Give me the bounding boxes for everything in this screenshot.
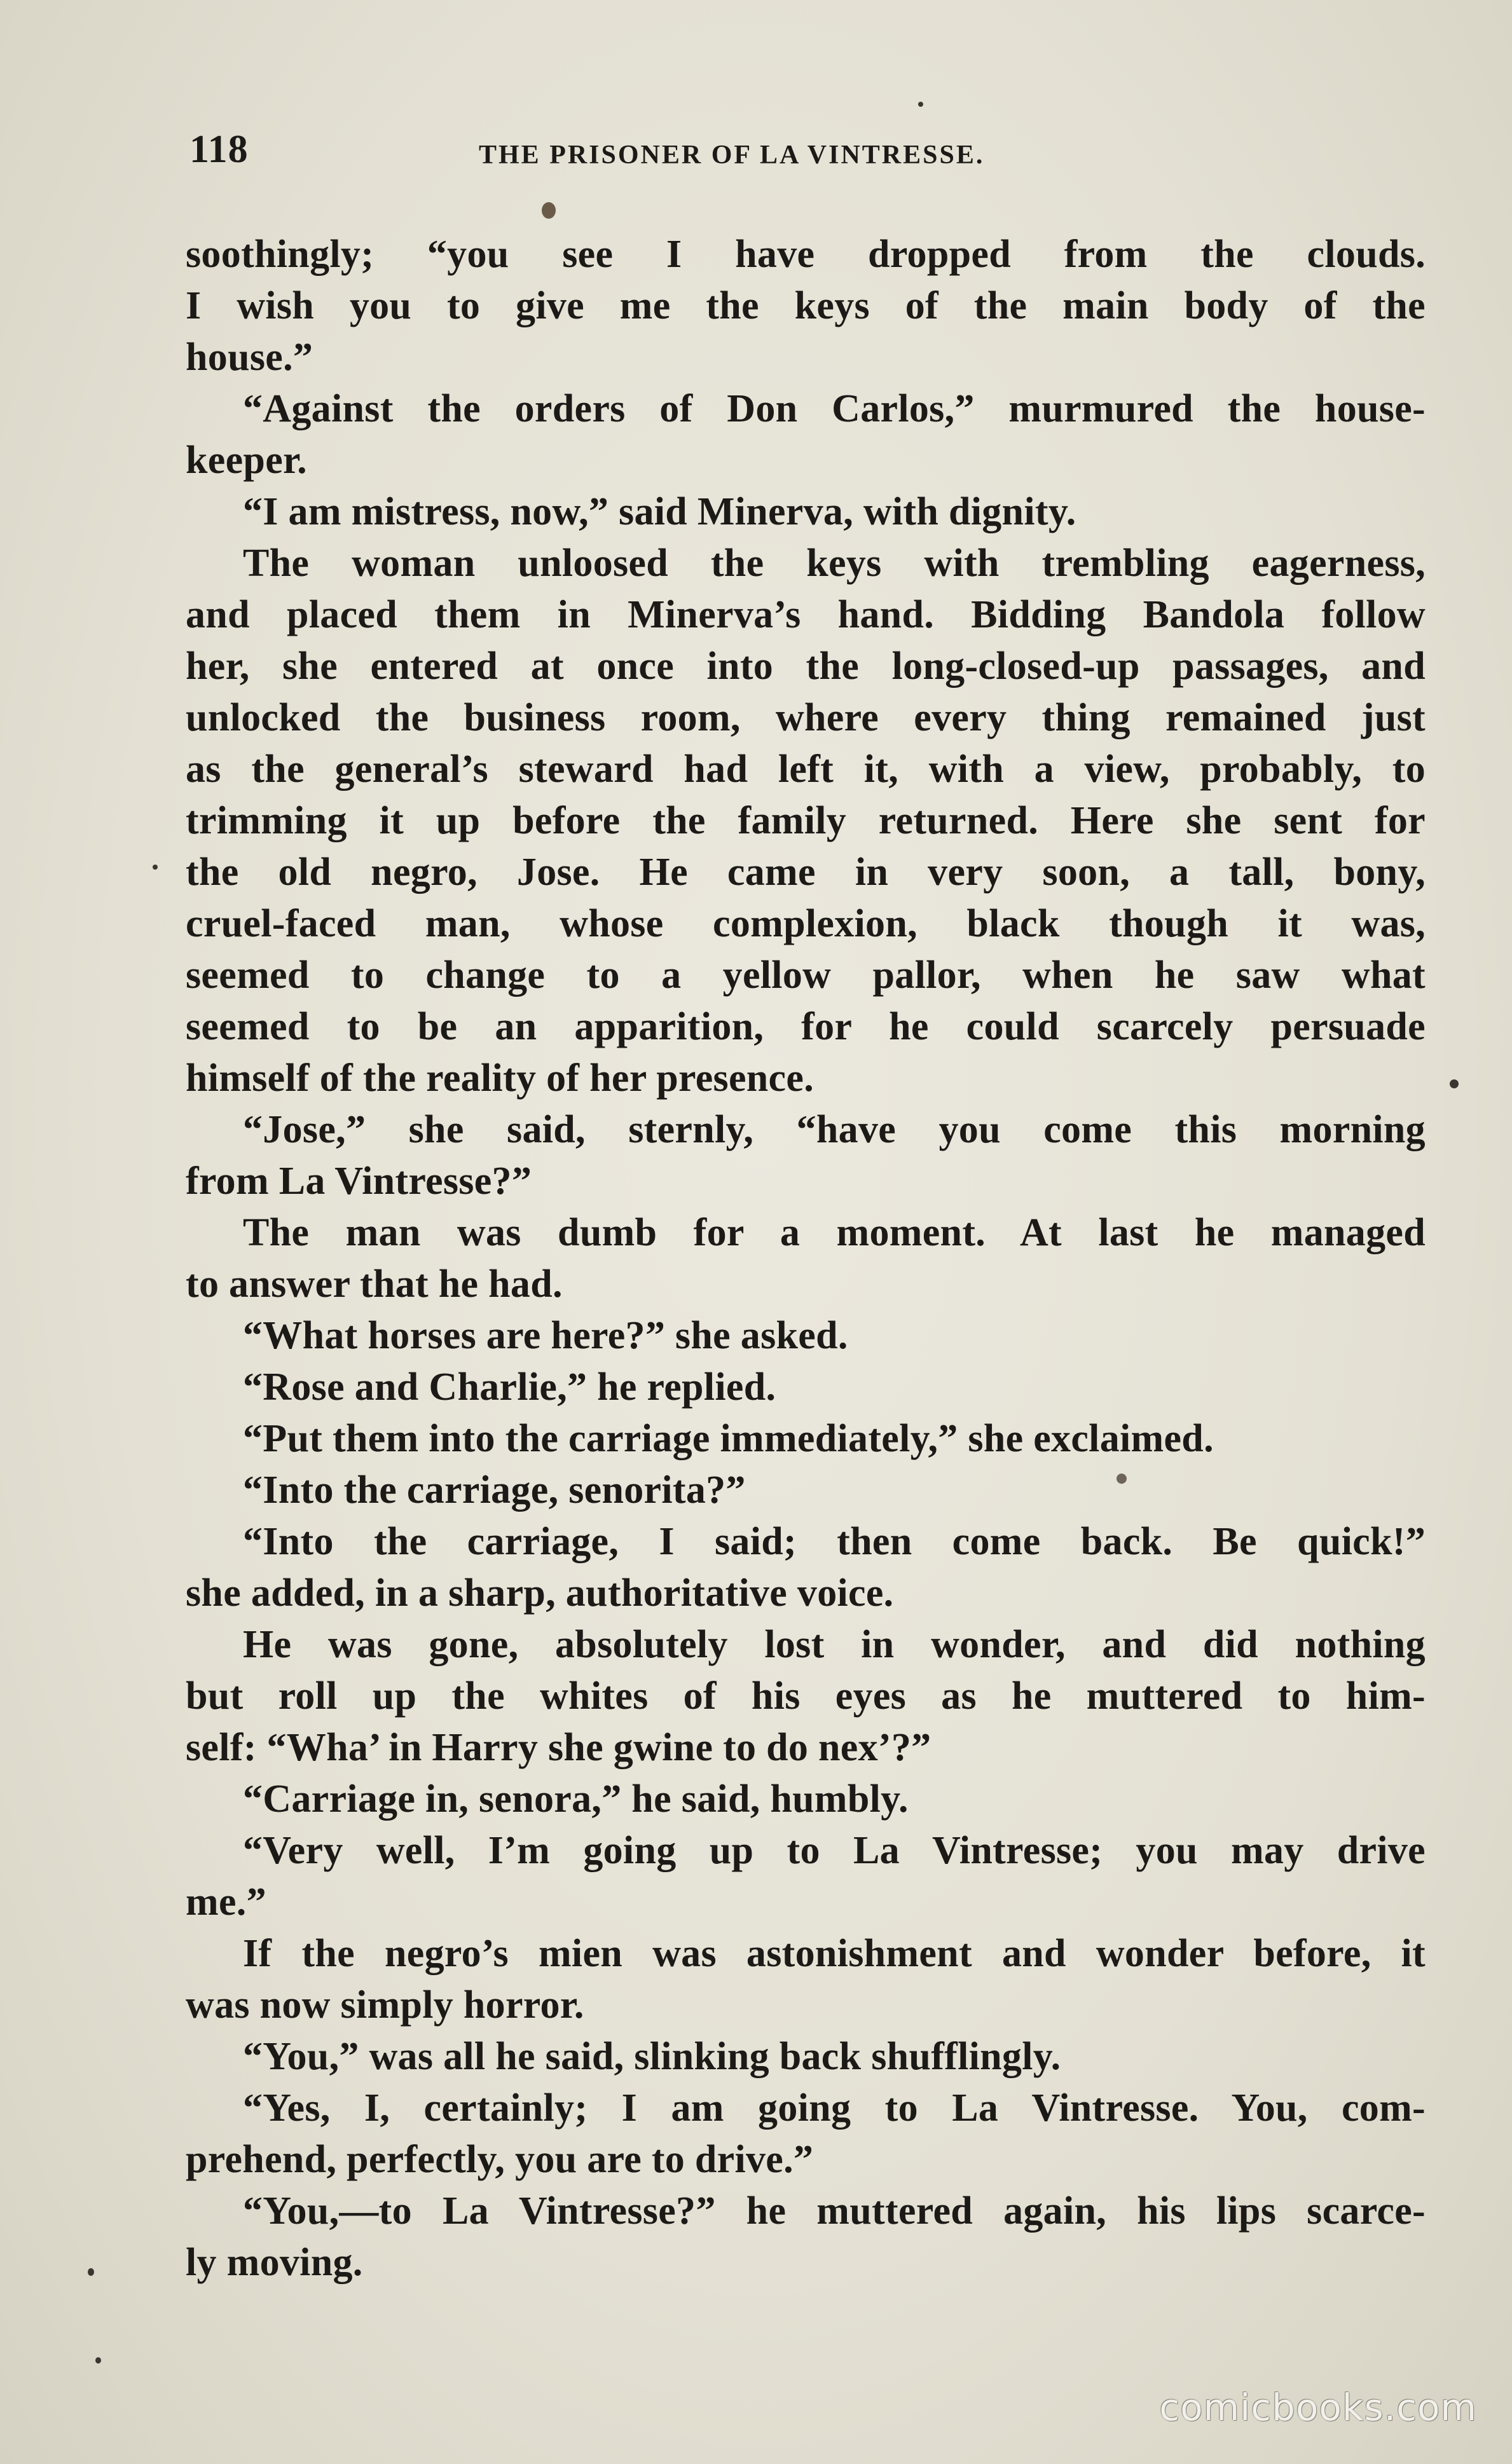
text-line: unlocked the business room, where every thing remained just bbox=[186, 696, 1426, 739]
text-line: “Jose,” she said, sternly, “have you come this morning bbox=[243, 1108, 1426, 1151]
page-number: 118 bbox=[189, 128, 249, 171]
text-line: He was gone, absolutely lost in wonder, and did nothing bbox=[243, 1623, 1426, 1666]
text-line: she added, in a sharp, authoritative voice. bbox=[186, 1571, 894, 1615]
text-line: house.” bbox=[186, 336, 313, 379]
text-line: “Rose and Charlie,” he replied. bbox=[243, 1365, 776, 1409]
text-line: keeper. bbox=[186, 439, 307, 482]
text-line: “Very well, I’m going up to La Vintresse; you may drive bbox=[243, 1829, 1426, 1872]
text-line: ly moving. bbox=[186, 2241, 363, 2284]
text-line: “What horses are here?” she asked. bbox=[243, 1314, 848, 1357]
running-title: THE PRISONER OF LA VINTRESSE. bbox=[479, 140, 985, 170]
watermark: comicbooks.com bbox=[1159, 2386, 1477, 2429]
text-line: cruel-faced man, whose complexion, black though it was, bbox=[186, 902, 1426, 945]
text-line: “Into the carriage, senorita?” bbox=[243, 1468, 746, 1512]
text-line: himself of the reality of her presence. bbox=[186, 1057, 814, 1100]
text-line: self: “Wha’ in Harry she gwine to do nex’?” bbox=[186, 1726, 931, 1769]
text-line: to answer that he had. bbox=[186, 1263, 563, 1306]
print-speck bbox=[95, 2357, 101, 2364]
text-line: prehend, perfectly, you are to drive.” bbox=[186, 2138, 814, 2181]
text-line: “You,” was all he said, slinking back shufflingly. bbox=[243, 2035, 1061, 2078]
text-line: If the negro’s mien was astonishment and wonder before, it bbox=[243, 1932, 1426, 1975]
text-line: “I am mistress, now,” said Minerva, with dignity. bbox=[243, 490, 1076, 533]
text-line: I wish you to give me the keys of the main body of the bbox=[186, 284, 1426, 327]
text-line: seemed to be an apparition, for he could scarcely persuade bbox=[186, 1005, 1426, 1048]
text-line: but roll up the whites of his eyes as he muttered to him- bbox=[186, 1674, 1426, 1718]
text-line: her, she entered at once into the long-closed-up passages, and bbox=[186, 645, 1426, 688]
print-speck bbox=[88, 2268, 94, 2276]
text-line: soothingly; “you see I have dropped from the clouds. bbox=[186, 233, 1426, 276]
text-line: the old negro, Jose. He came in very soon, a tall, bony, bbox=[186, 851, 1426, 894]
text-line: and placed them in Minerva’s hand. Bidding Bandola follow bbox=[186, 593, 1426, 636]
text-line: The man was dumb for a moment. At last he managed bbox=[243, 1211, 1426, 1254]
text-line: as the general’s steward had left it, with a view, probably, to bbox=[186, 748, 1426, 791]
text-line: The woman unloosed the keys with trembling eagerness, bbox=[243, 542, 1426, 585]
text-line: trimming it up before the family returned. Here she sent for bbox=[186, 799, 1426, 842]
text-line: seemed to change to a yellow pallor, when he saw what bbox=[186, 954, 1426, 997]
print-speck bbox=[542, 202, 556, 219]
text-line: “Put them into the carriage immediately,” she exclaimed. bbox=[243, 1417, 1214, 1460]
text-line: was now simply horror. bbox=[186, 1983, 584, 2027]
text-line: “Carriage in, senora,” he said, humbly. bbox=[243, 1777, 909, 1821]
text-line: “You,—to La Vintresse?” he muttered again, his lips scarce- bbox=[243, 2189, 1426, 2233]
text-line: from La Vintresse?” bbox=[186, 1160, 532, 1203]
print-speck bbox=[153, 865, 158, 870]
print-speck bbox=[1117, 1474, 1127, 1484]
text-line: me.” bbox=[186, 1880, 266, 1924]
text-line: “Into the carriage, I said; then come back. Be quick!” bbox=[243, 1520, 1426, 1563]
text-line: “Yes, I, certainly; I am going to La Vintresse. You, com- bbox=[243, 2086, 1426, 2130]
text-line: “Against the orders of Don Carlos,” murmured the house- bbox=[243, 387, 1426, 430]
print-speck bbox=[918, 102, 923, 107]
print-speck bbox=[1450, 1079, 1459, 1088]
body-text bbox=[186, 229, 1426, 2289]
page-header bbox=[189, 127, 1424, 184]
